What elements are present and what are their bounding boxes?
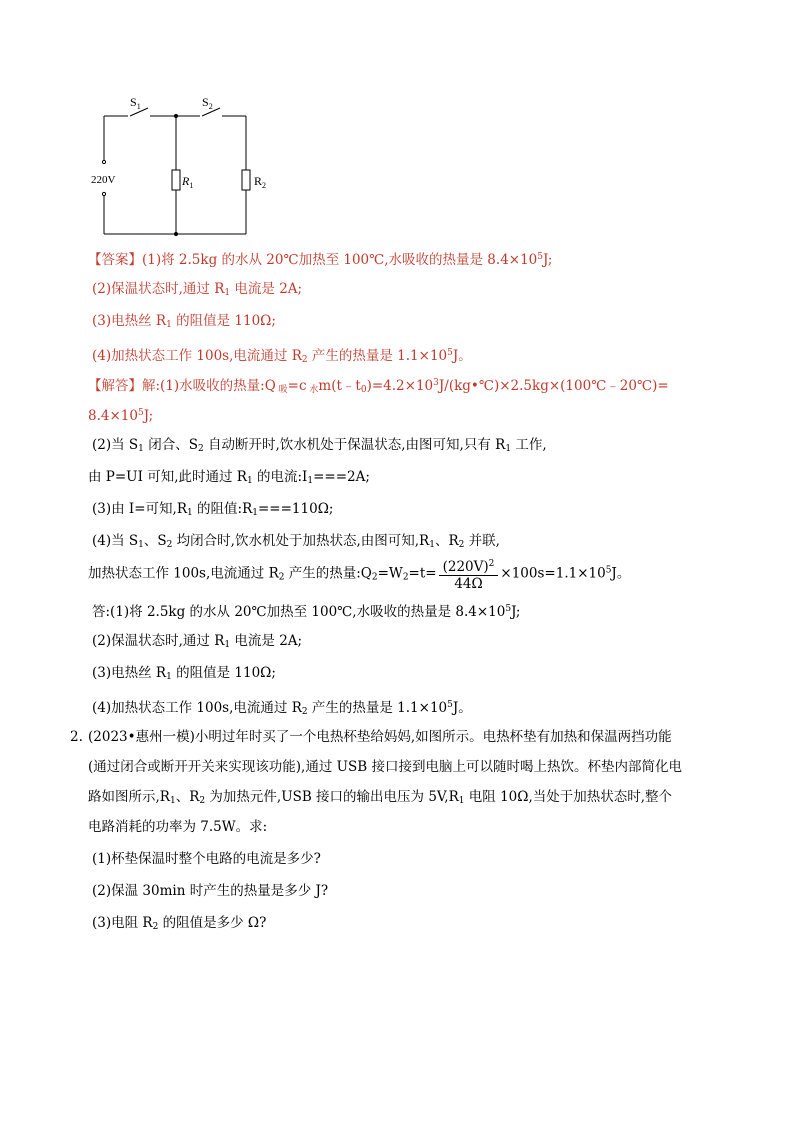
circuit-diagram <box>88 94 288 244</box>
final-line-3: (3)电热丝 $R_1$ 的阻值是 110Ω; <box>92 665 276 682</box>
fraction: $\frac{(220V)^2}{44\Omega}$ <box>439 556 499 592</box>
solution-line-1b: $8.4\times 10^5J$; <box>88 408 154 424</box>
label-r1: $R_1$ <box>182 174 194 190</box>
solution-line-3: 由 P=UI 可知,此时通过 $R_1$ 的电流$:I_1===2A$; <box>88 469 370 486</box>
source-terminal-top <box>102 160 105 163</box>
question-line-1: (2023•惠州一模)小明过年时买了一个电热杯垫给妈妈,如图所示。电热杯垫有加热和保温两挡功能 <box>88 729 672 745</box>
label-source: 220V <box>91 174 116 186</box>
label-r2: $R_2$ <box>254 174 267 190</box>
solution-line-2: (2)当 $S_1$ 闭合、$S_2$ 自动断开时,饮水机处于保温状态,由图可知,只有 $R_1$ 工作, <box>92 437 547 454</box>
resistor-r2 <box>242 170 250 190</box>
label-s1: $S_1$ <box>130 95 141 111</box>
answer-line-3: (3)电热丝 $R_1$ 的阻值是 110Ω; <box>92 313 276 330</box>
final-line-2: (2)保温状态时,通过 $R_1$ 电流是 2A; <box>92 633 303 650</box>
junction-top <box>174 114 178 118</box>
solution-line-5: (4)当 $S_1$、$S_2$ 均闭合时,饮水机处于加热状态,由图可知$,R_1$、$R_2$ 并联, <box>92 533 500 550</box>
solution-tag: 【解答】 <box>88 378 142 394</box>
subquestion-2: (2)保温 30min 时产生的热量是多少 J? <box>92 883 329 899</box>
question-number: 2. <box>70 729 83 745</box>
subquestion-3: (3)电阻 $R_2$ 的阻值是多少 Ω? <box>92 915 267 932</box>
answer-line-2: (2)保温状态时,通过 $R_1$ 电流是 2A; <box>92 281 303 298</box>
subquestion-1: (1)杯垫保温时整个电路的电流是多少? <box>92 851 321 867</box>
junction-bottom <box>174 232 178 236</box>
solution-line-6: 加热状态工作 100s,电流通过 $R_2$ 产生的热量$:Q_2=W_2=t=$ $\frac{(220V)^2}{44\Omega}$ $\times 100s=1.1\times 10^5J$。 <box>88 556 630 592</box>
source-terminal-bottom <box>102 192 105 195</box>
answer-line-4: (4)加热状态工作 100s,电流通过 $R_2$ 产生的热量是 $1.1\times 10^5J$。 <box>92 348 472 365</box>
final-line-1: 答:(1)将 2.5kg 的水从 20℃加热至 100℃,水吸收的热量是 $8.4\times 10^5J$; <box>92 604 521 620</box>
solution-line-1: 【解答】解:(1)水吸收的热量:Q $_吸$=c $_水m(t﹣t_0)=4.2\times 10^3J/(kg•℃)\times 2.5kg\times(100℃﹣20℃)=$ <box>88 378 669 395</box>
question-line-4: 电路消耗的功率为 7.5W。求: <box>88 819 268 835</box>
resistor-r1 <box>172 170 180 190</box>
solution-line-4: (3)由 I=可知$,R_1$ 的阻值$:R_1===110\Omega$; <box>92 501 334 518</box>
label-s2: $S_2$ <box>202 95 213 111</box>
answer-line-1: 【答案】(1)将 2.5kg 的水从 20℃加热至 100℃,水吸收的热量是 $8.4\times 10^5J$; <box>88 252 553 268</box>
question-line-2: (通过闭合或断开开关来实现该功能),通过 USB 接口接到电脑上可以随时喝上热饮。杯垫内部简化电 <box>88 759 682 775</box>
answer-tag: 【答案】 <box>88 252 142 268</box>
question-line-3: 路如图所示$,R_1$、$R_2$ 为加热元件,USB 接口的输出电压为 $5V,R_1$ 电阻 10Ω,当处于加热状态时,整个 <box>88 789 673 806</box>
final-line-4: (4)加热状态工作 100s,电流通过 $R_2$ 产生的热量是 $1.1\times 10^5J$。 <box>92 700 472 717</box>
